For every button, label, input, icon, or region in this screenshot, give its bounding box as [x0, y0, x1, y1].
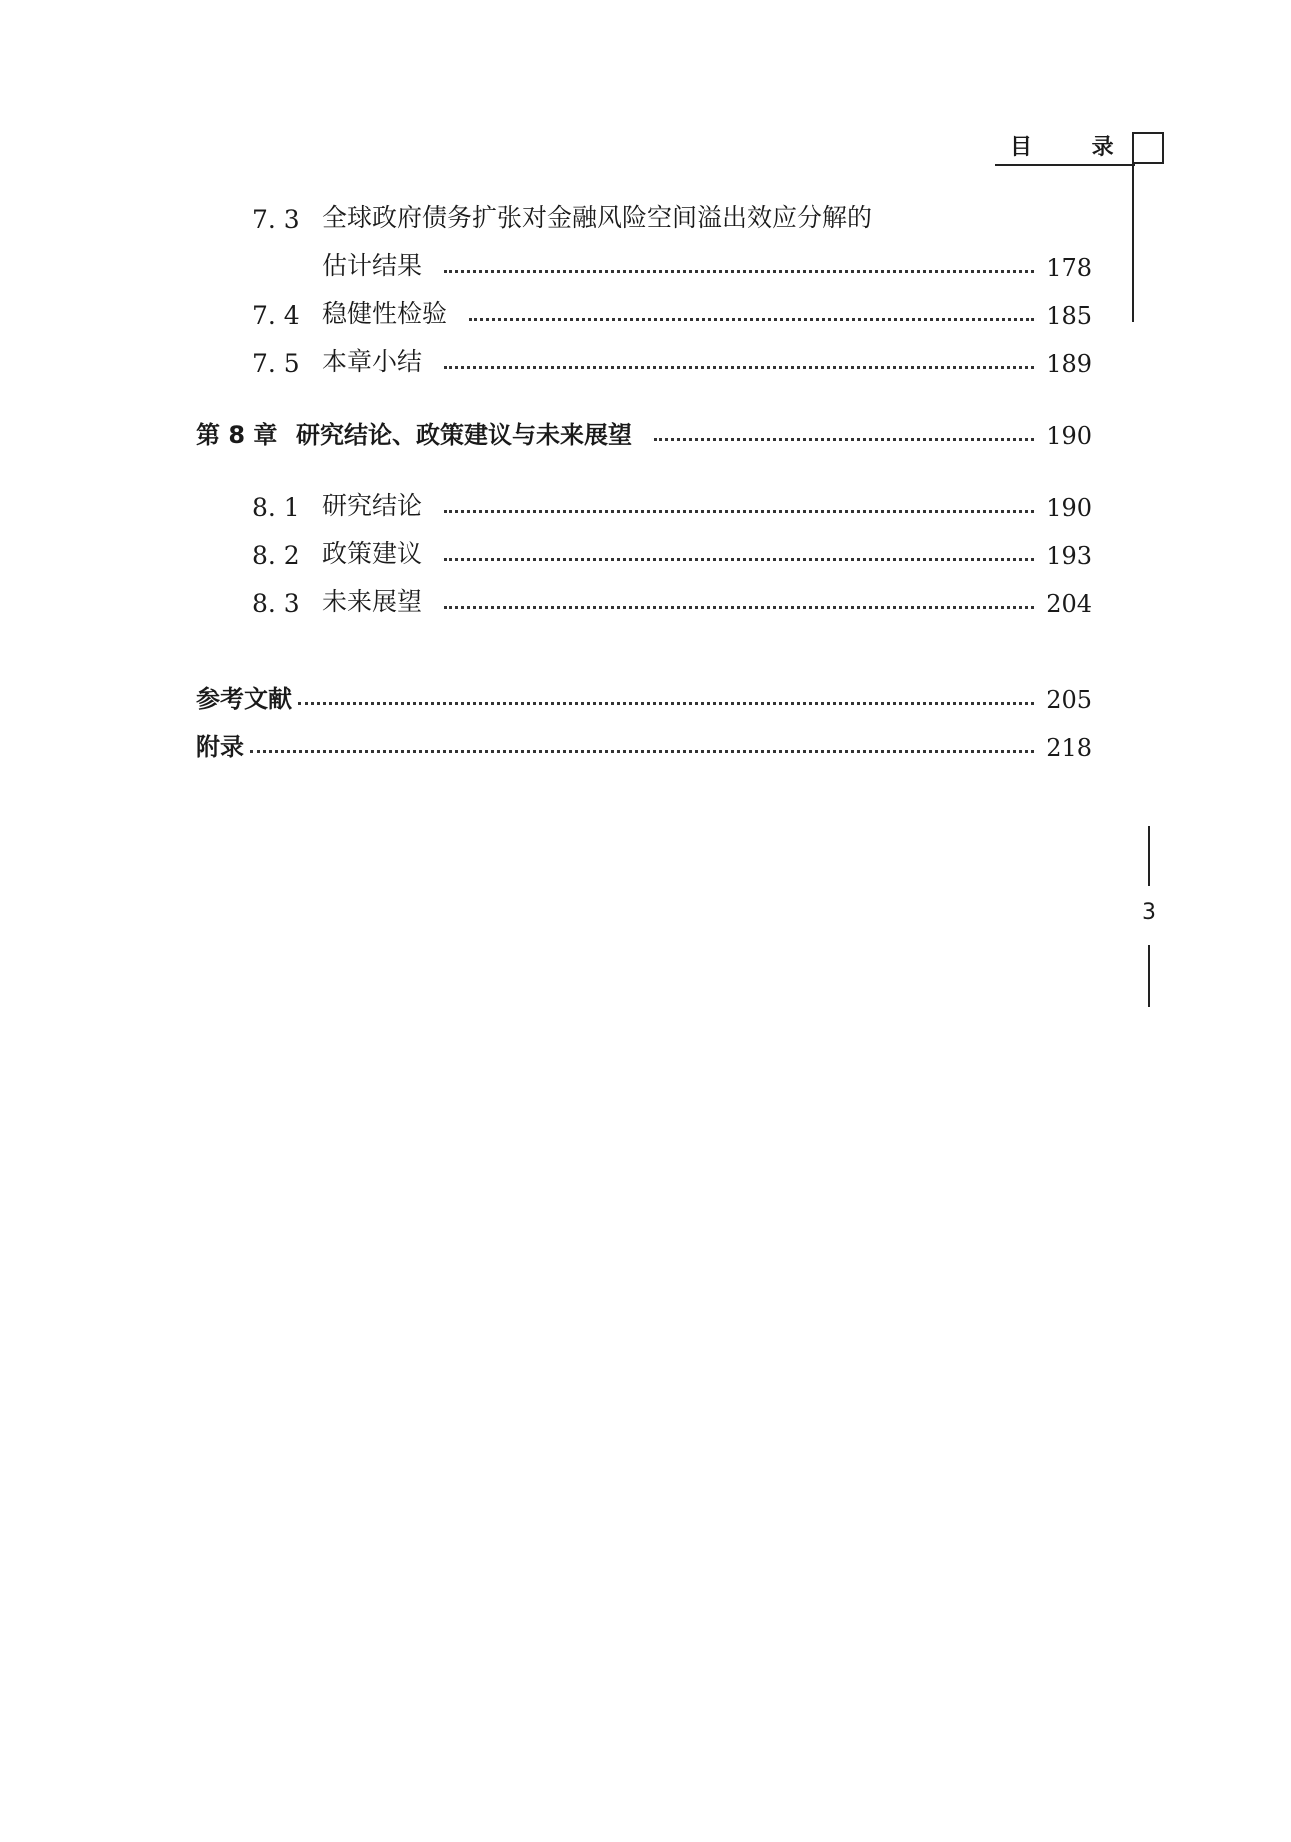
section-title-line2: 估计结果	[322, 251, 423, 280]
page-number: 193	[1046, 542, 1092, 570]
toc-entry-chapter-8[interactable]	[196, 414, 1092, 450]
chapter-title: 研究结论、政策建议与未来展望	[296, 421, 632, 449]
page-number: 190	[1046, 422, 1092, 450]
leader-dots	[298, 702, 1034, 705]
page-number: 185	[1046, 302, 1092, 330]
section-title: 稳健性检验	[322, 299, 448, 328]
leader-dots	[654, 438, 1034, 441]
toc-entry-8-3[interactable]	[196, 582, 1092, 618]
leader-dots	[444, 366, 1034, 369]
toc-entry-7-4[interactable]	[196, 294, 1092, 330]
section-number: 8. 3	[252, 589, 300, 618]
toc-entry-7-3-continued[interactable]	[196, 246, 1092, 282]
section-title: 本章小结	[322, 347, 423, 376]
section-title: 未来展望	[322, 587, 423, 616]
leader-dots	[444, 510, 1034, 513]
page-number-rule-top	[1148, 826, 1150, 886]
page-number: 218	[1046, 734, 1092, 762]
toc-entry-8-2[interactable]	[196, 534, 1092, 570]
leader-dots	[444, 606, 1034, 609]
section-number: 7. 5	[252, 349, 300, 378]
chapter-label: 第 8 章	[196, 421, 278, 449]
toc-entry-references[interactable]	[196, 678, 1092, 714]
section-title: 研究结论	[322, 491, 423, 520]
page-number: 189	[1046, 350, 1092, 378]
appendix-title: 附录	[196, 733, 244, 761]
page-number: 178	[1046, 254, 1092, 282]
toc-entry-7-5[interactable]	[196, 342, 1092, 378]
leader-dots	[250, 750, 1034, 753]
running-header-title: 目 录	[1010, 135, 1140, 160]
section-number: 7. 4	[252, 301, 300, 330]
leader-dots	[469, 318, 1034, 321]
toc-entry-8-1[interactable]	[196, 486, 1092, 522]
section-title-line1: 全球政府债务扩张对金融风险空间溢出效应分解的	[322, 203, 873, 232]
section-number: 7. 3	[252, 205, 300, 234]
section-title: 政策建议	[322, 539, 423, 568]
page-number-marker: 3	[1142, 900, 1156, 925]
page-number: 204	[1046, 590, 1092, 618]
page-number-rule-bottom	[1148, 945, 1150, 1007]
section-number: 8. 1	[252, 493, 300, 522]
toc-entry-appendix[interactable]	[196, 726, 1092, 762]
header-vertical-rule	[1132, 164, 1134, 322]
leader-dots	[444, 270, 1034, 273]
page-number: 190	[1046, 494, 1092, 522]
page-number: 205	[1046, 686, 1092, 714]
references-title: 参考文献	[196, 685, 292, 713]
header-rule	[995, 164, 1135, 166]
header-corner-box	[1132, 132, 1164, 164]
leader-dots	[444, 558, 1034, 561]
section-number: 8. 2	[252, 541, 300, 570]
toc-entry-7-3[interactable]	[196, 198, 1092, 234]
